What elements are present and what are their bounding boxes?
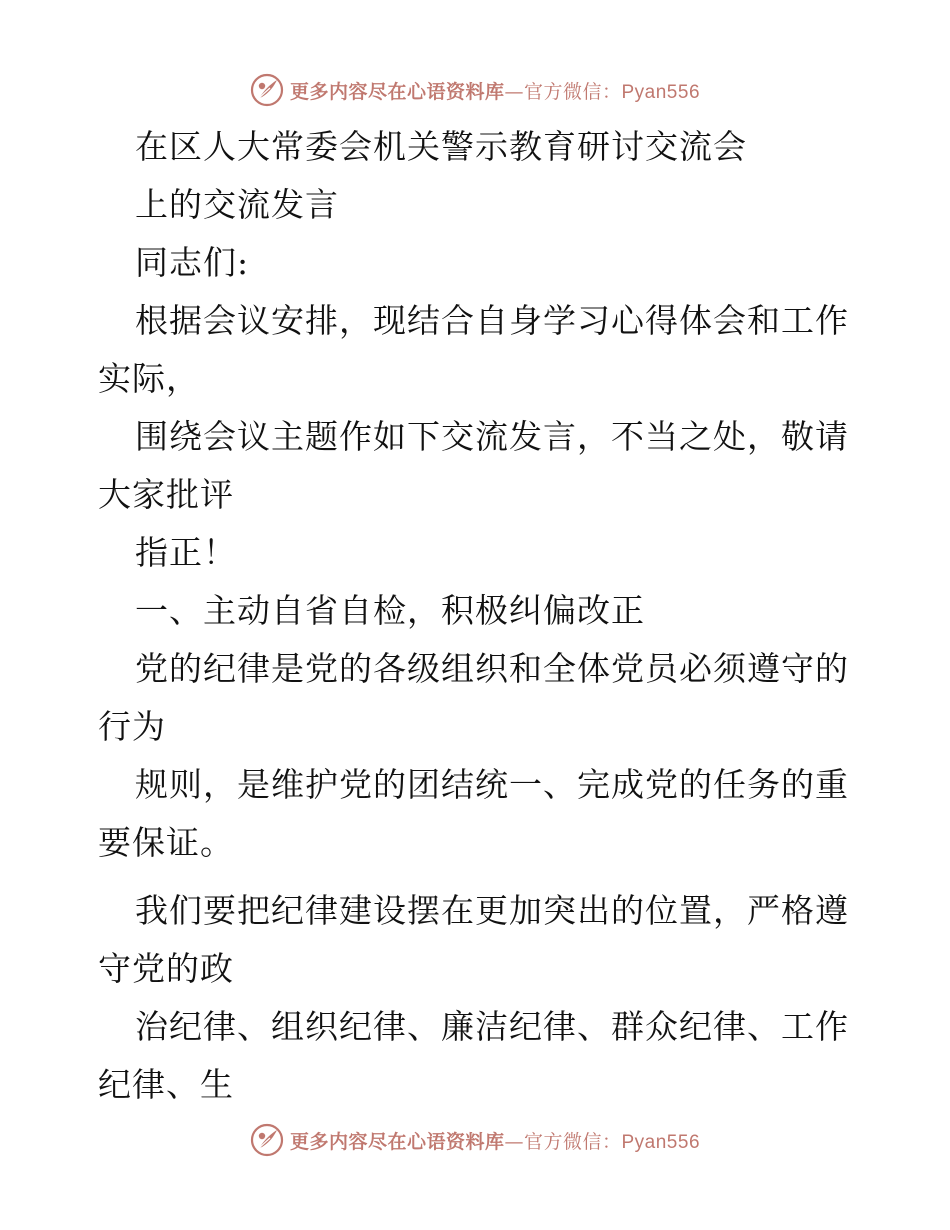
doc-line: 大家批评	[98, 475, 234, 514]
doc-line: 我们要把纪律建设摆在更加突出的位置，严格遵	[135, 891, 849, 930]
watermark-wechat-id: Pyan556	[621, 1131, 701, 1153]
doc-line: 行为	[98, 707, 166, 746]
doc-line: 纪律、生	[98, 1065, 234, 1104]
watermark-wechat-label: 官方微信：	[523, 1130, 622, 1153]
watermark-dash: —	[504, 80, 524, 103]
doc-line: 守党的政	[98, 949, 234, 988]
doc-line: 规则，是维护党的团结统一、完成党的任务的重	[135, 765, 849, 804]
watermark-wechat-id: Pyan556	[621, 81, 701, 103]
watermark-main-text: 更多内容尽在心语资料库	[289, 80, 505, 103]
doc-salutation: 同志们:	[135, 243, 250, 282]
watermark-main-text: 更多内容尽在心语资料库	[289, 1130, 505, 1153]
doc-title-line-1: 在区人大常委会机关警示教育研讨交流会	[135, 127, 747, 166]
doc-line: 实际，	[98, 359, 200, 398]
watermark-wechat-label: 官方微信：	[523, 80, 622, 103]
doc-line: 党的纪律是党的各级组织和全体党员必须遵守的	[135, 649, 849, 688]
doc-line: 围绕会议主题作如下交流发言，不当之处，敬请	[135, 417, 849, 456]
watermark-banner-top	[0, 70, 950, 110]
watermark-dash: —	[504, 1130, 524, 1153]
doc-line: 治纪律、组织纪律、廉洁纪律、群众纪律、工作	[135, 1007, 849, 1046]
watermark-banner-bottom	[0, 1120, 950, 1160]
doc-section-heading: 一、主动自省自检，积极纠偏改正	[135, 591, 645, 630]
watermark-text	[290, 1127, 700, 1154]
feather-pen-logo-icon	[250, 73, 284, 107]
doc-line: 指正！	[135, 533, 237, 572]
doc-title-line-2: 上的交流发言	[135, 185, 339, 224]
doc-line: 根据会议安排，现结合自身学习心得体会和工作	[135, 301, 849, 340]
feather-pen-logo-icon	[250, 1123, 284, 1157]
doc-line: 要保证。	[98, 823, 234, 862]
watermark-text	[290, 77, 700, 104]
